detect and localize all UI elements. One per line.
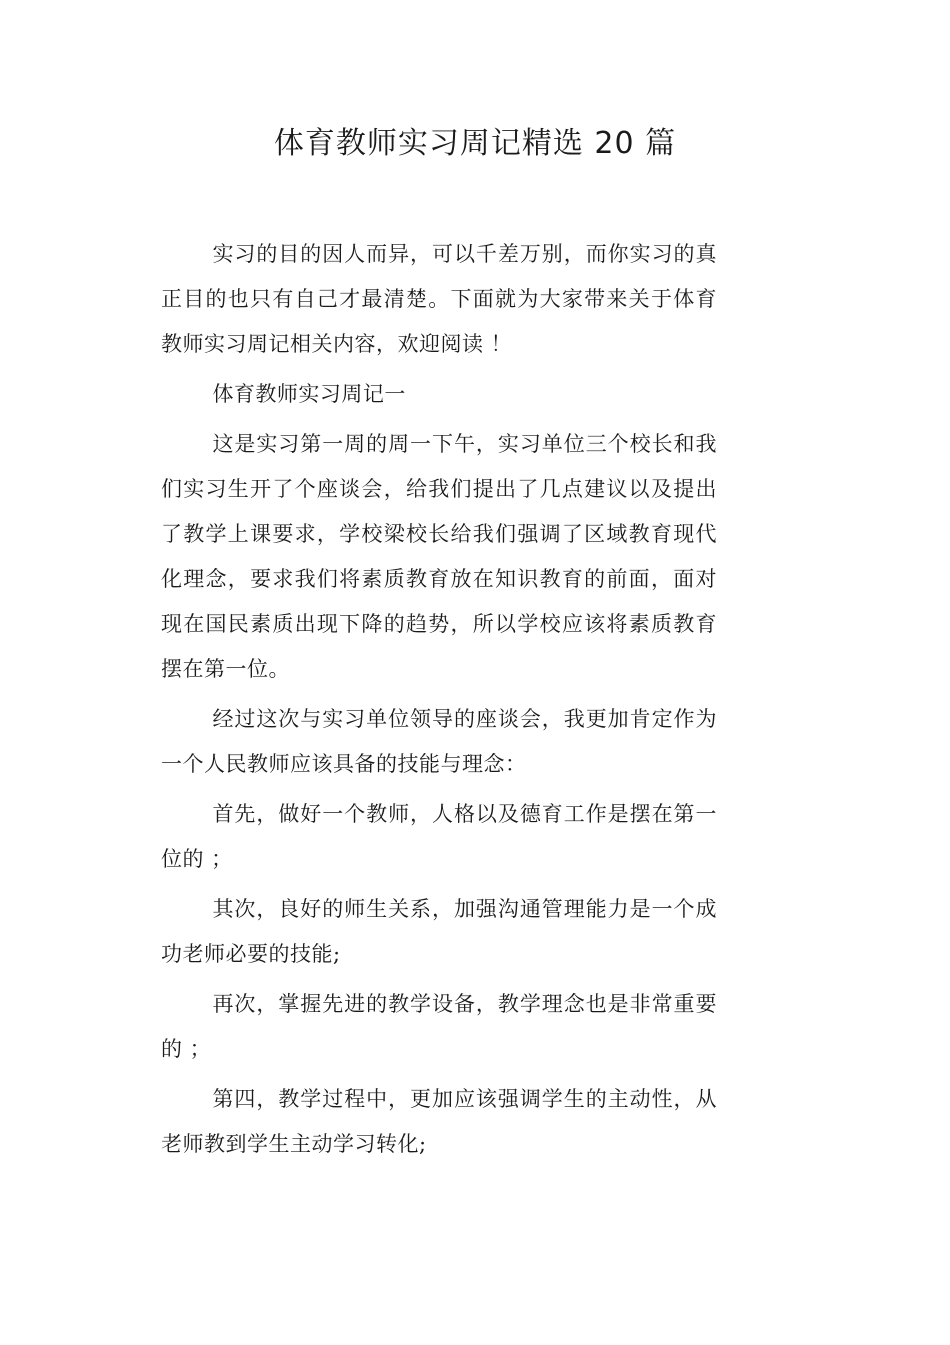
list-paragraph: 再次，掌握先进的教学设备，教学理念也是非常重要的 ； bbox=[161, 992, 717, 1061]
document-title: 体育教师实习周记精选 20 篇 bbox=[273, 126, 677, 161]
body-paragraph: 这是实习第一周的周一下午，实习单位三个校长和我们实习生开了个座谈会，给我们提出了几点建议以及提出了教学上课要求，学校梁校长给我们强调了区域教育现代化理念，要求我们将素质教育放在知识教育的前面，面对现在国民素质出现下降的趋势，所以学校应该将素质教育摆在第一位。 bbox=[161, 432, 717, 681]
list-paragraph: 其次，良好的师生关系，加强沟通管理能力是一个成功老师必要的技能; bbox=[161, 897, 717, 966]
body-paragraph: 经过这次与实习单位领导的座谈会，我更加肯定作为一个人民教师应该具备的技能与理念： bbox=[161, 707, 717, 776]
section-heading: 体育教师实习周记一 bbox=[212, 382, 406, 406]
intro-paragraph: 实习的目的因人而异，可以千差万别，而你实习的真正目的也只有自己才最清楚。下面就为大家带来关于体育教师实习周记相关内容，欢迎阅读 ！ bbox=[161, 242, 717, 356]
document-body bbox=[161, 232, 717, 1172]
list-paragraph: 第四，教学过程中，更加应该强调学生的主动性，从老师教到学生主动学习转化; bbox=[161, 1087, 717, 1156]
list-paragraph: 首先，做好一个教师，人格以及德育工作是摆在第一位的 ； bbox=[161, 802, 717, 871]
